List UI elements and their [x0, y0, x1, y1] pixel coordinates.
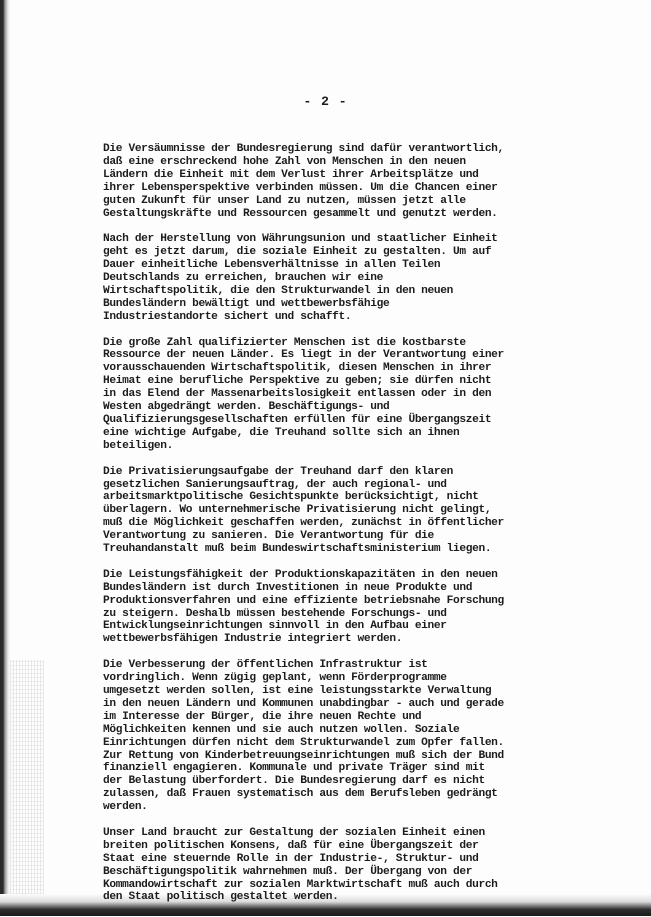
text-line: eine wichtige Aufgabe, die Treuhand sollte sich an ihnen: [103, 426, 460, 439]
text-line: guten Zukunft für unser Land zu nutzen, müssen jetzt alle: [103, 194, 466, 207]
text-line: ihrer Lebensperspektive verbinden müssen. Um die Chancen einer: [103, 181, 498, 194]
text-line: beteiligen.: [103, 439, 173, 452]
text-line: umgesetzt werden sollen, ist eine leistungsstarkte Verwaltung: [103, 684, 492, 697]
text-line: Die Versäumnisse der Bundesregierung sind dafür verantwortlich,: [103, 143, 504, 155]
scan-left-edge: [0, 0, 10, 916]
paragraph: [103, 143, 568, 220]
text-line: daß eine erschreckend hohe Zahl von Menschen in den neuen: [103, 155, 466, 168]
text-line: Industriestandorte sichert und schafft.: [103, 310, 352, 323]
text-line: überlagern. Wo unternehmerische Privatisierung nicht gelingt,: [103, 504, 492, 517]
text-line: Treuhandanstalt muß beim Bundeswirtschaftsministerium liegen.: [103, 543, 492, 556]
text-line: Ländern die Einheit mit dem Verlust ihrer Arbeitsplätze und: [103, 168, 479, 181]
text-line: Westen abgedrängt werden. Beschäftigungs- und: [103, 401, 390, 414]
scan-noise: [10, 660, 44, 910]
text-line: Entwicklungseinrichtungen sinnvoll in den Aufbau einer: [103, 620, 447, 633]
text-line: Gestaltungskräfte und Ressourcen gesammelt und genutzt werden.: [103, 207, 498, 220]
text-line: Bundesländern bewältigt und wettbewerbsfähige: [103, 297, 390, 310]
text-line: Die Privatisierungsaufgabe der Treuhand darf den klaren: [103, 465, 453, 478]
text-line: vorausschauenden Wirtschaftspolitik, diesen Menschen in ihrer: [103, 362, 492, 375]
text-line: werden.: [103, 801, 148, 814]
text-line: in den neuen Ländern und Kommunen unabdingbar - auch und gerade: [103, 697, 504, 710]
text-line: Nach der Herstellung von Währungsunion und staatlicher Einheit: [103, 233, 498, 246]
text-line: wettbewerbsfähigen Industrie integriert werden.: [103, 633, 403, 646]
document-body: [103, 143, 568, 917]
text-line: finanziell engagieren. Kommunale und private Träger sind mit: [103, 762, 485, 775]
text-line: Die Leistungsfähigkeit der Produktionskapazitäten in den neuen: [103, 568, 498, 581]
text-line: Qualifizierungsgesellschaften erfüllen für eine Übergangszeit: [103, 414, 492, 426]
text-line: Produktionsverfahren und eine effiziente betriebsnahe Forschung: [103, 594, 504, 607]
text-line: gesetzlichen Sanierungsauftrag, der auch regional- und: [103, 478, 447, 491]
text-line: Dauer einheitliche Lebensverhältnisse in allen Teilen: [103, 259, 441, 272]
paragraph: [103, 659, 568, 814]
text-line: Ressource der neuen Länder. Es liegt in der Verantwortung einer: [103, 349, 504, 362]
text-line: im Interesse der Bürger, die ihre neuen Rechte und: [103, 710, 422, 723]
text-line: Beschäftigungspolitik wahrnehmen muß. Der Übergang von der: [103, 865, 473, 878]
text-line: Einrichtungen dürfen nicht dem Strukturwandel zum Opfer fallen.: [103, 736, 504, 749]
text-line: muß die Möglichkeit geschaffen werden, zunächst in öffentlicher: [103, 517, 504, 530]
paragraph: [103, 337, 568, 453]
paragraph: [103, 569, 568, 646]
page-number: - 2 -: [303, 94, 348, 109]
text-line: Unser Land braucht zur Gestaltung der sozialen Einheit einen: [103, 826, 485, 839]
text-line: in das Elend der Massenarbeitslosigkeit entlassen oder in den: [103, 388, 492, 401]
text-line: geht es jetzt darum, die soziale Einheit zu gestalten. Um auf: [103, 246, 492, 259]
text-line: der Belastung überfordert. Die Bundesregierung darf es nicht: [103, 775, 485, 788]
text-line: Staat eine steuernde Rolle in der Industrie-, Struktur- und: [103, 852, 479, 865]
paragraph: [103, 233, 568, 323]
text-line: Wirtschaftspolitik, die den Strukturwandel in den neuen: [103, 284, 453, 297]
text-line: Bundesländern ist durch Investitionen in neue Produkte und: [103, 581, 473, 594]
text-line: vordringlich. Wenn zügig geplant, wenn Förderprogramme: [103, 672, 447, 685]
text-line: zu steigern. Deshalb müssen bestehende Forschungs- und: [103, 607, 447, 620]
text-line: Deutschlands zu erreichen, brauchen wir eine: [103, 272, 383, 285]
text-line: Zur Rettung von Kinderbetreuungseinrichtungen muß sich der Bund: [103, 749, 504, 762]
text-line: Kommandowirtschaft zur sozialen Marktwirtschaft muß auch durch: [103, 878, 498, 891]
text-line: Die Verbesserung der öffentlichen Infrastruktur ist: [103, 659, 428, 672]
text-line: arbeitsmarktpolitische Gesichtspunkte berücksichtigt, nicht: [103, 491, 479, 504]
text-line: Verantwortung zu sanieren. Die Verantwortung für die: [103, 530, 434, 543]
text-line: Heimat eine berufliche Perspektive zu geben; sie dürfen nicht: [103, 375, 492, 388]
text-line: zulassen, daß Frauen systematisch aus dem Berufsleben gedrängt: [103, 788, 498, 801]
paragraph: [103, 466, 568, 556]
text-line: Die große Zahl qualifizierter Menschen ist die kostbarste: [103, 336, 466, 349]
text-line: breiten politischen Konsens, daß für eine Übergangszeit der: [103, 839, 479, 852]
text-line: Möglichkeiten kennen und sie auch nutzen wollen. Soziale: [103, 723, 460, 736]
text-line: den Staat politisch gestaltet werden.: [103, 891, 339, 904]
paragraph: [103, 827, 568, 904]
